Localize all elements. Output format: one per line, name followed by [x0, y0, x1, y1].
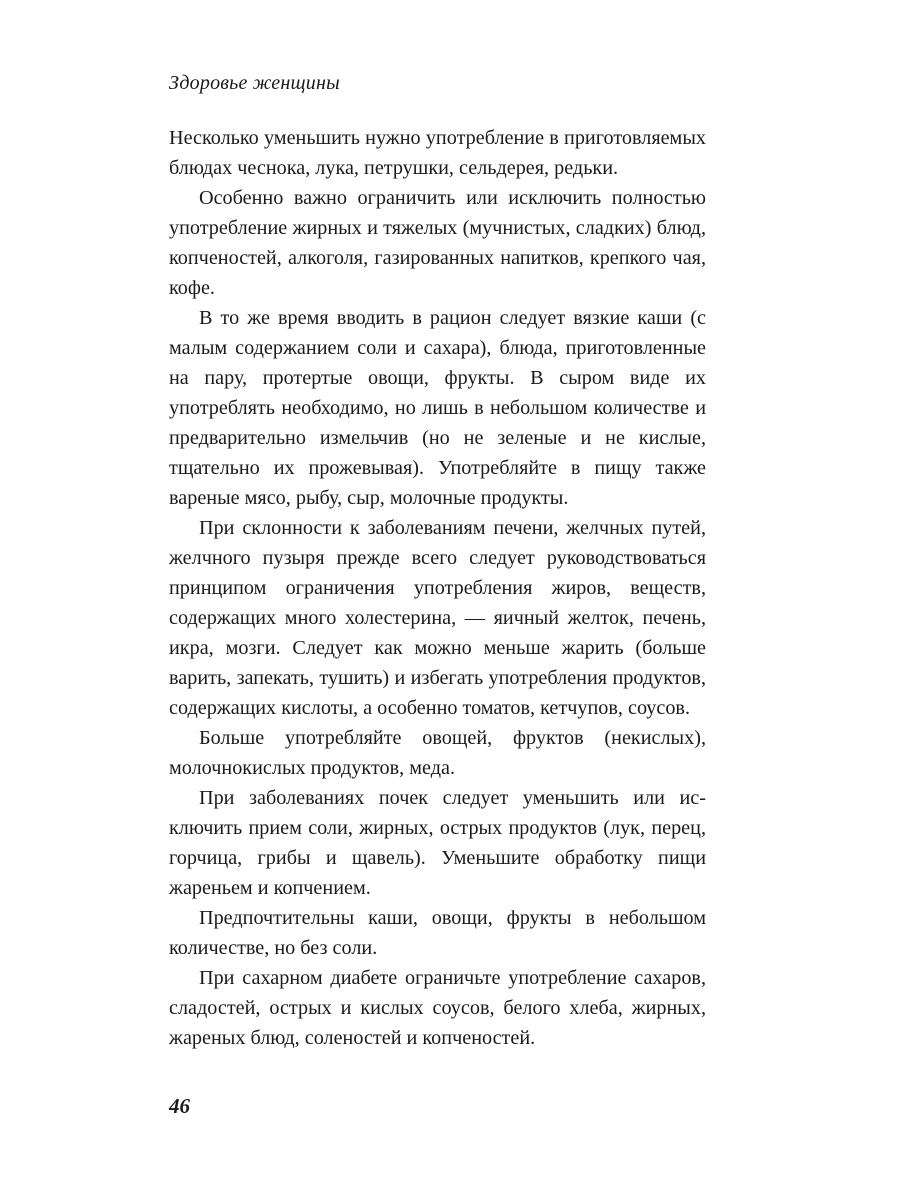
paragraph: Больше употребляйте овощей, фруктов (некислых), молочнокислых продуктов, меда.: [169, 727, 706, 779]
paragraph: При склонности к заболеваниям печени, желчных путей, желчного пузыря прежде всего следует руководствоваться принципом ограничения употребления жиров, веществ, содержащих много холестерина, — яичный желток, печень, икра, мозги. Следует как можно меньше жарить (больше варить, запекать, тушить) и избегать употребления продуктов, содержащих кислоты, а особенно томатов, кетчупов, соусов.: [169, 517, 706, 719]
paragraph: Особенно важно ограничить или исключить полностью употребление жирных и тяжелых (мучнистых, сладких) блюд, копченостей, алкоголя, газированных напитков, крепкого чая, кофе.: [169, 187, 706, 299]
running-header: Здоровье женщины: [169, 72, 340, 94]
paragraph: Предпочтительны каши, овощи, фрукты в небольшом количестве, но без соли.: [169, 907, 706, 959]
page-number: 46: [169, 1094, 190, 1118]
paragraph: При сахарном диабете ограничьте употребление сахаров, сладостей, острых и кислых соусов, белого хлеба, жирных, жареных блюд, соленостей и копченостей.: [169, 967, 706, 1049]
paragraph: Несколько уменьшить нужно употребление в приготовляемых блюдах чеснока, лука, петрушки, сельдерея, редьки.: [169, 127, 706, 179]
body-text: [169, 123, 706, 1053]
paragraph: В то же время вводить в рацион следует вязкие каши (с малым содержанием соли и сахара), блюда, приготовленные на пару, протертые овощи, фрукты. В сыром виде их употреблять необходимо, но лишь в небольшом количестве и предварительно измельчив (но не зеленые и не кислые, тщательно их прожевывая). Употребляйте в пищу также вареные мясо, рыбу, сыр, молочные продукты.: [169, 307, 706, 509]
paragraph: При заболеваниях почек следует уменьшить или исключить прием соли, жирных, острых продуктов (лук, перец, горчица, грибы и щавель). Уменьшите обработку пищи жареньем и копчением.: [169, 787, 706, 899]
